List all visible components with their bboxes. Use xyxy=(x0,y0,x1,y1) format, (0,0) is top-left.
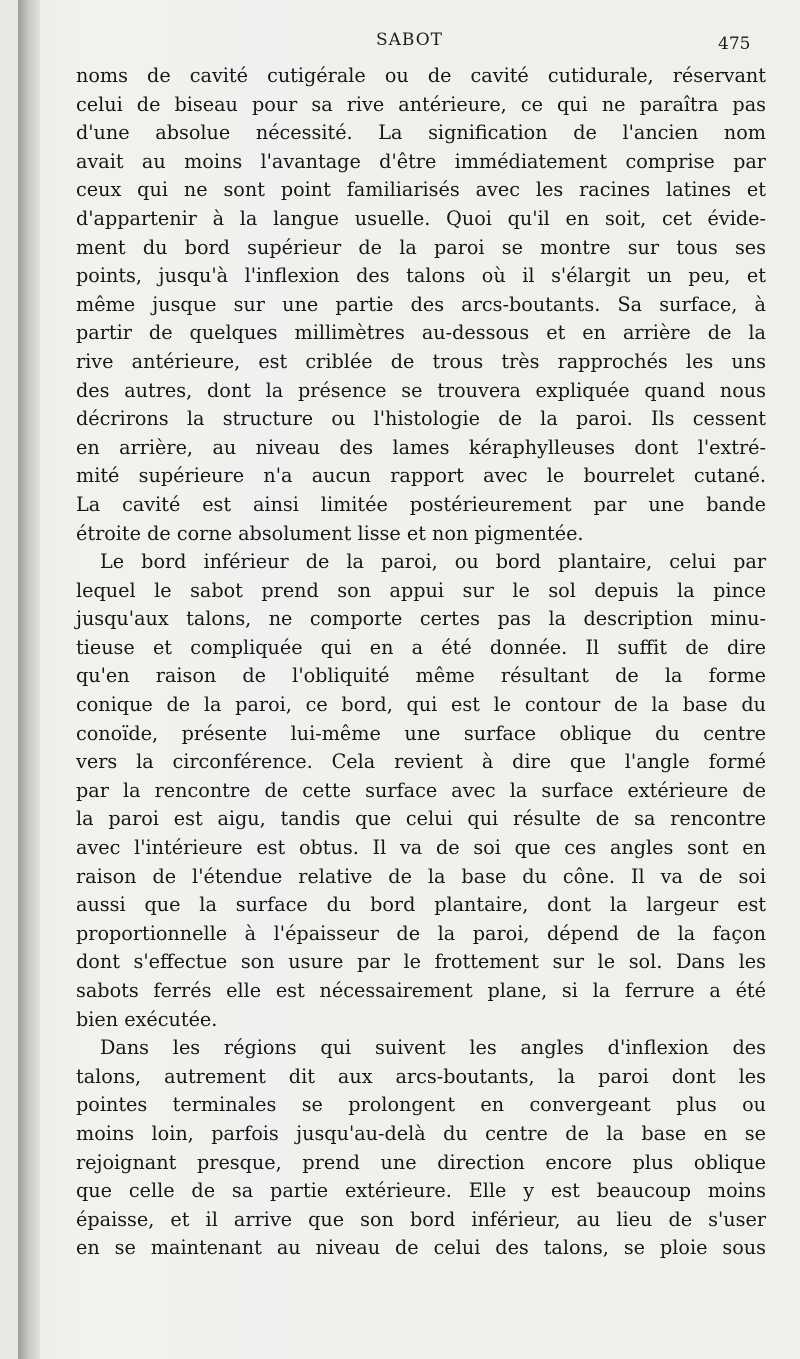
text-line: partir de quelques millimètres au-dessous et en arrière de la xyxy=(76,321,766,345)
text-line: points, jusqu'à l'inflexion des talons où il s'élargit un peu, et xyxy=(76,264,766,288)
text-line: talons, autrement dit aux arcs-boutants, la paroi dont les xyxy=(76,1064,766,1088)
text-line: en se maintenant au niveau de celui des talons, se ploie sous xyxy=(76,1236,766,1260)
text-line: des autres, dont la présence se trouvera expliquée quand nous xyxy=(76,378,766,402)
text-line: étroite de corne absolument lisse et non pigmentée. xyxy=(76,521,584,545)
text-line: conique de la paroi, ce bord, qui est le contour de la base du xyxy=(76,693,766,717)
text-line: Dans les régions qui suivent les angles d'inflexion des xyxy=(100,1036,766,1060)
text-line: moins loin, parfois jusqu'au-delà du centre de la base en se xyxy=(76,1121,766,1145)
text-line: ment du bord supérieur de la paroi se montre sur tous ses xyxy=(76,235,766,259)
text-line: aussi que la surface du bord plantaire, dont la largeur est xyxy=(76,893,766,917)
text-line: dont s'effectue son usure par le frottement sur le sol. Dans les xyxy=(76,950,766,974)
text-line: sabots ferrés elle est nécessairement plane, si la ferrure a été xyxy=(76,979,766,1002)
text-line: la paroi est aigu, tandis que celui qui résulte de sa rencontre xyxy=(76,807,766,831)
paragraph xyxy=(76,62,766,548)
paragraph xyxy=(76,548,766,1034)
text-line: avait au moins l'avantage d'être immédiatement comprise par xyxy=(76,149,766,173)
text-line: vers la circonférence. Cela revient à dire que l'angle formé xyxy=(76,750,766,774)
page-number: 475 xyxy=(718,34,751,54)
text-line: Le bord inférieur de la paroi, ou bord plantaire, celui par xyxy=(100,550,766,574)
text-line: pointes terminales se prolongent en convergeant plus ou xyxy=(76,1093,766,1117)
text-line: noms de cavité cutigérale ou de cavité cutidurale, réservant xyxy=(76,64,766,87)
text-line: raison de l'étendue relative de la base du cône. Il va de soi xyxy=(76,864,766,888)
text-line: celui de biseau pour sa rive antérieure, ce qui ne paraîtra pas xyxy=(76,92,766,116)
text-line: même jusque sur une partie des arcs-boutants. Sa surface, à xyxy=(76,292,766,316)
text-line: ceux qui ne sont point familiarisés avec les racines latines et xyxy=(76,178,766,202)
text-line: qu'en raison de l'obliquité même résultant de la forme xyxy=(76,664,766,688)
text-line: bien exécutée. xyxy=(76,1007,218,1031)
text-line: en arrière, au niveau des lames kéraphylleuses dont l'extré- xyxy=(76,435,766,459)
text-line: tieuse et compliquée qui en a été donnée. Il suffit de dire xyxy=(76,635,766,659)
text-line: rejoignant presque, prend une direction encore plus oblique xyxy=(76,1150,766,1174)
text-line: conoïde, présente lui-même une surface oblique du centre xyxy=(76,721,766,745)
running-head: SABOT xyxy=(376,30,444,50)
text-line: La cavité est ainsi limitée postérieurement par une bande xyxy=(76,492,766,516)
page-body xyxy=(76,62,766,1263)
text-line: que celle de sa partie extérieure. Elle y est beaucoup moins xyxy=(76,1179,766,1203)
text-line: mité supérieure n'a aucun rapport avec le bourrelet cutané. xyxy=(76,464,766,488)
text-line: d'appartenir à la langue usuelle. Quoi qu'il en soit, cet évide- xyxy=(76,206,766,230)
text-line: avec l'intérieure est obtus. Il va de soi que ces angles sont en xyxy=(76,836,766,860)
text-line: d'une absolue nécessité. La signification de l'ancien nom xyxy=(76,121,766,145)
text-line: décrirons la structure ou l'histologie de la paroi. Ils cessent xyxy=(76,407,766,431)
paragraph xyxy=(76,1034,766,1263)
page-header xyxy=(0,30,800,60)
text-line: proportionnelle à l'épaisseur de la paroi, dépend de la façon xyxy=(76,921,766,945)
text-line: lequel le sabot prend son appui sur le sol depuis la pince xyxy=(76,578,766,602)
text-line: jusqu'aux talons, ne comporte certes pas la description minu- xyxy=(76,607,766,631)
text-line: épaisse, et il arrive que son bord inférieur, au lieu de s'user xyxy=(76,1207,766,1231)
text-line: par la rencontre de cette surface avec la surface extérieure de xyxy=(76,778,766,802)
text-line: rive antérieure, est criblée de trous très rapprochés les uns xyxy=(76,349,766,373)
page-gutter-shadow xyxy=(18,0,40,1359)
